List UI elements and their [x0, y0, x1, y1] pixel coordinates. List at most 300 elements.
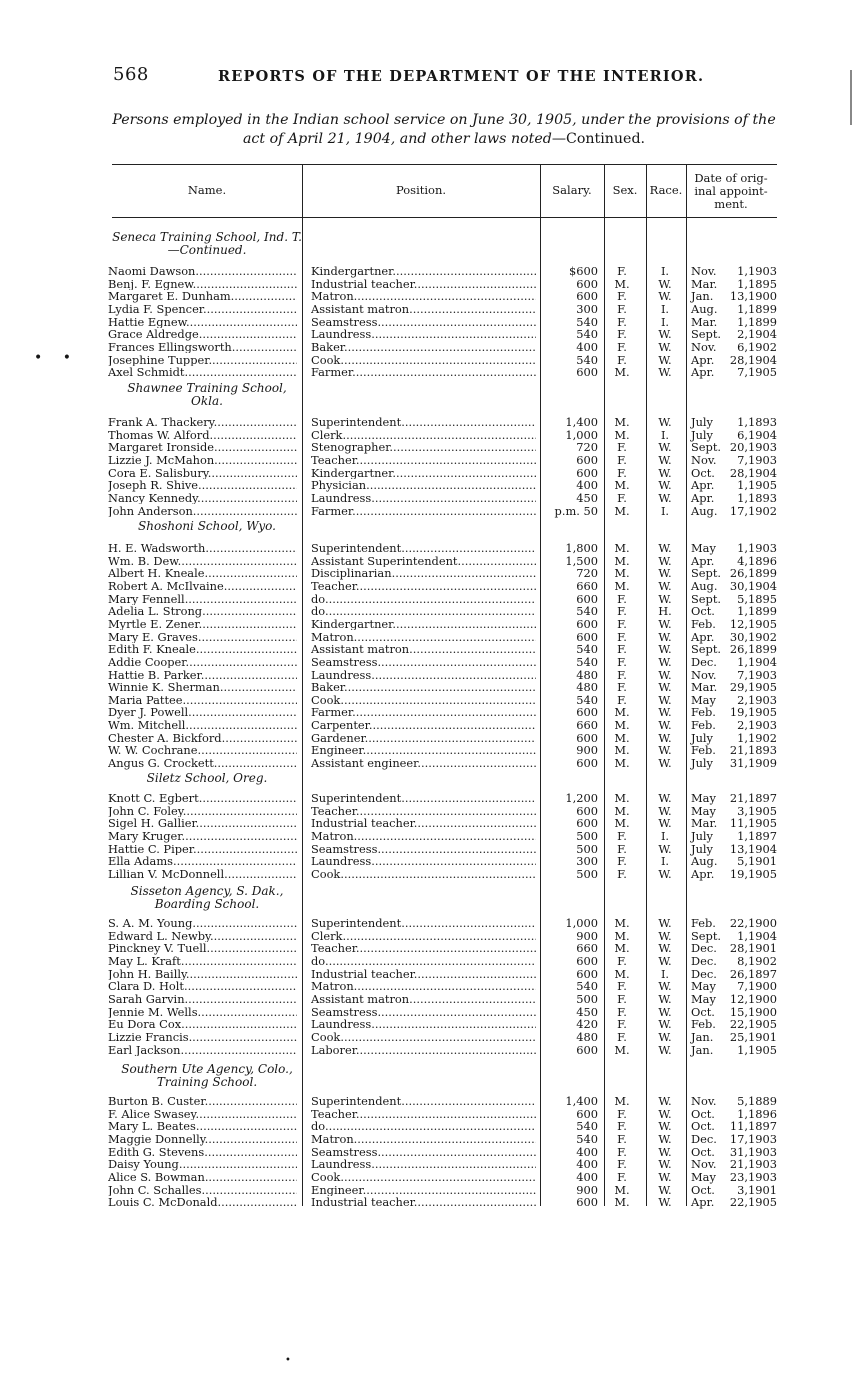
sex-text: F.: [617, 1119, 627, 1134]
race-text: W.: [658, 440, 672, 455]
appointment-day-year: 6,1902: [737, 339, 777, 354]
table-header-rule: [112, 217, 777, 218]
employee-name: [108, 555, 297, 568]
employee-name-text: Margaret Ironside: [108, 441, 215, 454]
position: [311, 366, 536, 379]
appointment-date: [691, 290, 777, 303]
employee-name: [108, 1133, 297, 1146]
position: [311, 1158, 536, 1171]
appointment-month: Apr.: [691, 866, 715, 881]
position: [311, 1184, 536, 1197]
employee-name: [108, 454, 297, 467]
position-text: Industrial teacher: [311, 817, 414, 830]
employee-name-text: Knott C. Egbert: [108, 792, 199, 805]
employee-name: [108, 492, 297, 505]
sex-text: M.: [614, 365, 630, 380]
employee-name: [108, 605, 297, 618]
sex-text: M.: [614, 276, 630, 291]
race-text: W.: [658, 991, 672, 1006]
employee-name-text: Winnie K. Sherman: [108, 681, 220, 694]
employee-name: [108, 1095, 297, 1108]
sex-text: M.: [614, 718, 630, 733]
sex-text: F.: [617, 680, 627, 695]
employee-name: [108, 1158, 297, 1171]
race-text: W.: [658, 465, 672, 480]
salary-text: p.m. 50: [554, 503, 598, 518]
salary-text: 1,200: [565, 791, 598, 805]
appointment-month: Apr.: [691, 365, 715, 380]
position-text: Matron: [311, 630, 354, 644]
appointment-month: July: [691, 427, 713, 442]
position: [311, 792, 536, 805]
table-row: [0, 290, 863, 303]
sex-text: M.: [614, 541, 630, 555]
appointment-month: Feb.: [691, 705, 716, 720]
race-text: I.: [660, 301, 670, 316]
position-text: Baker: [311, 340, 344, 354]
salary-text: 450: [576, 490, 598, 505]
table-row: [0, 1044, 863, 1057]
appointment-date: [691, 917, 777, 930]
appointment-month: Sept.: [691, 928, 722, 943]
race-text: W.: [658, 791, 672, 805]
race: [650, 366, 680, 379]
appointment-day-year: 13,1904: [729, 841, 777, 856]
appointment-day-year: 23,1903: [729, 1169, 777, 1184]
employee-name-text: Naomi Dawson: [108, 265, 196, 278]
appointment-day-year: 28,1901: [729, 941, 777, 956]
employee-name: [108, 792, 297, 805]
appointment-month: Sept.: [691, 642, 722, 657]
appointment-month: July: [691, 828, 713, 843]
position: [311, 980, 536, 993]
race-text: W.: [658, 327, 672, 342]
table-caption: [108, 111, 780, 149]
appointment-month: Mar.: [691, 680, 718, 695]
employee-name-text: Addie Cooper: [108, 655, 186, 669]
race-text: W.: [658, 1042, 672, 1057]
footer-mark: •: [285, 1355, 291, 1366]
position-text: Matron: [311, 980, 354, 993]
race: [650, 868, 680, 881]
salary-text: 600: [576, 616, 598, 631]
position-text: Superintendent: [311, 792, 402, 805]
employee-name-text: Albert H. Kneale: [108, 567, 205, 580]
position-text: Physician: [311, 479, 367, 492]
appointment-day-year: 1,1905: [737, 478, 777, 493]
race-text: I.: [660, 314, 670, 329]
appointment-month: July: [691, 756, 713, 771]
appointment-day-year: 1,1904: [737, 654, 777, 669]
position: [311, 555, 536, 568]
column-header-name: Name.: [187, 183, 227, 197]
sex-text: F.: [617, 289, 627, 304]
employee-name-text: Hattie B. Parker: [108, 668, 201, 682]
employee-name: [108, 706, 297, 719]
appointment-month: Apr.: [691, 1195, 715, 1210]
race-text: H.: [658, 604, 672, 619]
salary-text: 900: [576, 928, 598, 943]
appointment-month: Oct.: [691, 1106, 715, 1121]
salary-text: 450: [576, 1004, 598, 1019]
appointment-date: [691, 942, 777, 955]
race-text: W.: [658, 667, 672, 682]
sex-text: M.: [614, 1094, 630, 1108]
sex-text: M.: [614, 478, 630, 493]
position-text: Superintendent: [311, 416, 402, 429]
position-text: Assistant matron: [311, 992, 410, 1006]
sex: [606, 868, 638, 881]
sex-text: F.: [617, 629, 627, 644]
appointment-month: Nov.: [691, 1157, 717, 1172]
employee-name-text: Burton B. Custer: [108, 1095, 205, 1108]
salary-text: 1,400: [565, 415, 598, 429]
appointment-month: Feb.: [691, 718, 716, 733]
appointment-month: Aug.: [691, 503, 718, 518]
salary-text: 900: [576, 743, 598, 758]
table-row: [0, 643, 863, 656]
appointment-month: May: [691, 991, 716, 1006]
appointment-day-year: 1,1896: [737, 1106, 777, 1121]
race-text: W.: [658, 866, 672, 881]
table-row: [0, 993, 863, 1006]
sex: [606, 757, 638, 770]
position-text: Disciplinarian: [311, 567, 392, 580]
employee-name: [108, 1184, 297, 1197]
race-text: W.: [658, 452, 672, 467]
sex-text: F.: [617, 1004, 627, 1019]
salary-text: 540: [576, 327, 598, 342]
table-row: [0, 454, 863, 467]
employee-name-text: Maggie Donnelly: [108, 1132, 205, 1146]
salary: [536, 505, 598, 518]
employee-name-text: Lizzie J. McMahon: [108, 453, 215, 467]
position: [311, 805, 536, 818]
race-text: W.: [658, 692, 672, 707]
race-text: W.: [658, 642, 672, 657]
appointment-day-year: 1,1893: [737, 415, 777, 429]
appointment-day-year: 5,1895: [737, 591, 777, 606]
position: [311, 341, 536, 354]
position-text: Laborer: [311, 1043, 356, 1057]
appointment-day-year: 1,1895: [737, 276, 777, 291]
position: [311, 1095, 536, 1108]
sex-text: F.: [617, 1131, 627, 1146]
race-text: W.: [658, 591, 672, 606]
salary-text: 1,800: [565, 541, 598, 555]
position-text: Assistant matron: [311, 302, 410, 316]
appointment-day-year: 7,1903: [737, 452, 777, 467]
position: [311, 917, 536, 930]
employee-name-text: Chester A. Bickford: [108, 731, 222, 745]
employee-name-text: Frances Ellingsworth: [108, 340, 232, 354]
appointment-day-year: 15,1900: [729, 1004, 777, 1019]
race-text: W.: [658, 1157, 672, 1172]
employee-name-text: John C. Schalles: [108, 1183, 202, 1197]
employee-name: [108, 441, 297, 454]
employee-name: [108, 631, 297, 644]
section-title: Southern Ute Agency, Colo., Training School.: [121, 1062, 293, 1089]
position-text: Laundress: [311, 1018, 372, 1031]
salary-text: 540: [576, 654, 598, 669]
sex-text: M.: [614, 566, 630, 581]
employee-name: [108, 341, 297, 354]
appointment-day-year: 7,1900: [737, 979, 777, 994]
employee-name: [108, 656, 297, 669]
appointment-month: July: [691, 730, 713, 745]
appointment-month: Feb.: [691, 916, 716, 930]
position-text: Laundress: [311, 855, 372, 868]
employee-name-text: Earl Jackson: [108, 1043, 181, 1057]
sex-text: F.: [617, 264, 627, 278]
table-row: [0, 868, 863, 881]
salary-text: 600: [576, 591, 598, 606]
employee-name: [108, 1108, 297, 1121]
appointment-day-year: 17,1903: [729, 1131, 777, 1146]
appointment-date: [691, 643, 777, 656]
position: [311, 1018, 536, 1031]
sex-text: F.: [617, 1169, 627, 1184]
race-text: W.: [658, 289, 672, 304]
salary-text: 600: [576, 816, 598, 831]
position: [311, 467, 536, 480]
appointment-date: [691, 656, 777, 669]
appointment-day-year: 31,1909: [729, 756, 777, 771]
salary: [536, 757, 598, 770]
page-number: 568: [113, 64, 149, 85]
salary-text: 420: [576, 1017, 598, 1032]
appointment-month: May: [691, 979, 716, 994]
position: [311, 290, 536, 303]
employee-name: [108, 868, 297, 881]
employee-name-text: H. E. Wadsworth: [108, 542, 206, 555]
appointment-day-year: 12,1905: [729, 616, 777, 631]
sex-text: M.: [614, 730, 630, 745]
position-text: Superintendent: [311, 542, 402, 555]
position: [311, 993, 536, 1006]
salary-text: 720: [576, 440, 598, 455]
race-text: W.: [658, 841, 672, 856]
salary-text: 600: [576, 1106, 598, 1121]
column-header-race: Race.: [649, 183, 683, 197]
appointment-month: Jan.: [691, 1042, 714, 1057]
sex-text: F.: [617, 953, 627, 968]
appointment-month: Nov.: [691, 1094, 717, 1108]
appointment-day-year: 22,1905: [729, 1195, 777, 1210]
appointment-day-year: 28,1904: [729, 465, 777, 480]
position: [311, 843, 536, 856]
employee-name: [108, 694, 297, 707]
sex-text: M.: [614, 1195, 630, 1210]
appointment-day-year: 2,1903: [737, 692, 777, 707]
sex-text: M.: [614, 553, 630, 568]
appointment-date: [691, 341, 777, 354]
employee-name-text: Lizzie Francis: [108, 1030, 189, 1044]
table-row: [0, 1031, 863, 1044]
salary-text: 500: [576, 841, 598, 856]
race-text: I.: [660, 503, 670, 518]
appointment-month: May: [691, 791, 716, 805]
position: [311, 1133, 536, 1146]
sex-text: F.: [617, 1017, 627, 1032]
employee-name-text: S. A. M. Young: [108, 917, 193, 930]
position: [311, 567, 536, 580]
position: [311, 968, 536, 981]
position-text: Laundress: [311, 328, 372, 341]
salary-text: 400: [576, 1144, 598, 1159]
employee-name: [108, 719, 297, 732]
employee-name-text: Lillian V. McDonnell: [108, 867, 225, 881]
salary-text: 540: [576, 692, 598, 707]
position: [311, 955, 536, 968]
race-text: W.: [658, 654, 672, 669]
employee-name: [108, 593, 297, 606]
position-text: do: [311, 1120, 325, 1133]
table-row: [0, 479, 863, 492]
appointment-month: Dec.: [691, 966, 717, 981]
sex-text: M.: [614, 415, 630, 429]
appointment-date: [691, 505, 777, 518]
employee-name: [108, 618, 297, 631]
position: [311, 618, 536, 631]
position: [311, 278, 536, 291]
employee-name: [108, 542, 297, 555]
employee-name-text: Edward L. Newby: [108, 929, 210, 943]
table-row: [0, 757, 863, 770]
sex-text: M.: [614, 705, 630, 720]
appointment-day-year: 1,1897: [737, 828, 777, 843]
appointment-day-year: 19,1905: [729, 866, 777, 881]
position-text: Farmer: [311, 706, 353, 720]
appointment-date: [691, 265, 777, 278]
position-text: Assistant Superintendent: [311, 554, 458, 568]
appointment-day-year: 22,1905: [729, 1017, 777, 1032]
sex-text: F.: [617, 841, 627, 856]
position-text: Industrial teacher: [311, 967, 414, 981]
appointment-date: [691, 681, 777, 694]
employee-name: [108, 429, 297, 442]
table-top-rule: [112, 164, 777, 165]
employee-name: [108, 855, 297, 868]
appointment-month: Nov.: [691, 339, 717, 354]
employee-name-text: Ella Adams: [108, 855, 173, 868]
employee-name-text: Lydia F. Spencer: [108, 302, 203, 316]
table-row: [0, 817, 863, 830]
salary-text: 660: [576, 578, 598, 593]
position-text: Industrial teacher: [311, 1196, 414, 1209]
table-row: [0, 830, 863, 843]
position-text: Stenographer: [311, 441, 390, 454]
position: [311, 868, 536, 881]
position: [311, 328, 536, 341]
employee-name-text: Benj. F. Egnew: [108, 277, 193, 291]
appointment-day-year: 21,1897: [729, 791, 777, 805]
salary-text: 900: [576, 1182, 598, 1197]
appointment-month: Oct.: [691, 1144, 715, 1159]
appointment-date: [691, 605, 777, 618]
position: [311, 930, 536, 943]
race-text: I.: [660, 264, 670, 278]
employee-name-text: Edith F. Kneale: [108, 643, 196, 656]
position-text: Clerk: [311, 428, 343, 442]
table-row: [0, 980, 863, 993]
position-text: Teacher: [311, 942, 356, 955]
appointment-month: May: [691, 1169, 716, 1184]
employee-name-text: Axel Schmidt: [108, 366, 185, 379]
position-text: Seamstress: [311, 655, 378, 669]
employee-name: [108, 1120, 297, 1133]
appointment-month: Nov.: [691, 667, 717, 682]
sex-text: F.: [617, 352, 627, 367]
employee-name-text: Grace Aldredge: [108, 328, 199, 341]
appointment-date: [691, 1171, 777, 1184]
employee-name-text: Pinckney V. Tuell: [108, 942, 207, 955]
column-header-date: Date of orig- inal appoint- ment.: [694, 171, 768, 211]
appointment-day-year: 12,1900: [729, 991, 777, 1006]
appointment-day-year: 19,1905: [729, 705, 777, 720]
position: [311, 605, 536, 618]
appointment-day-year: 21,1893: [729, 743, 777, 758]
salary-text: 500: [576, 991, 598, 1006]
column-header-sex: Sex.: [612, 183, 638, 197]
salary-text: 600: [576, 465, 598, 480]
position: [311, 694, 536, 707]
appointment-day-year: 30,1902: [729, 629, 777, 644]
appointment-date: [691, 492, 777, 505]
table-row: [0, 366, 863, 379]
position: [311, 669, 536, 682]
employee-name-text: Nancy Kennedy: [108, 491, 198, 505]
sex-text: M.: [614, 756, 630, 771]
employee-name-text: Cora E. Salisbury: [108, 466, 208, 480]
position-text: Teacher: [311, 453, 356, 467]
appointment-day-year: 30,1904: [729, 578, 777, 593]
salary-text: 600: [576, 756, 598, 771]
appointment-day-year: 3,1905: [737, 803, 777, 818]
appointment-month: Oct.: [691, 604, 715, 619]
salary-text: 1,400: [565, 1094, 598, 1108]
race-text: W.: [658, 743, 672, 758]
race-text: I.: [660, 427, 670, 442]
salary-text: 600: [576, 452, 598, 467]
appointment-day-year: 26,1897: [729, 966, 777, 981]
employee-name-text: Angus G. Crockett: [108, 757, 214, 770]
salary-text: 300: [576, 854, 598, 869]
appointment-day-year: 7,1905: [737, 365, 777, 380]
race-text: W.: [658, 1119, 672, 1134]
sex-text: F.: [617, 490, 627, 505]
race-text: W.: [658, 339, 672, 354]
sex: [606, 1044, 638, 1057]
salary-text: 500: [576, 866, 598, 881]
race-text: W.: [658, 1144, 672, 1159]
section-title: Siletz School, Oreg.: [146, 771, 268, 785]
employee-name: [108, 328, 297, 341]
position: [311, 479, 536, 492]
position: [311, 1108, 536, 1121]
sex-text: M.: [614, 427, 630, 442]
employee-name: [108, 993, 297, 1006]
table-row: [0, 467, 863, 480]
appointment-month: Apr.: [691, 478, 715, 493]
employee-name-text: May L. Kraft: [108, 954, 181, 968]
position: [311, 454, 536, 467]
appointment-month: Jan.: [691, 289, 714, 304]
section-title: Shawnee Training School, Okla.: [127, 381, 287, 408]
running-title: REPORTS OF THE DEPARTMENT OF THE INTERIOR.: [218, 68, 705, 85]
position-text: Kindergartner: [311, 466, 393, 480]
employee-name-text: Alice S. Bowman: [108, 1170, 205, 1184]
